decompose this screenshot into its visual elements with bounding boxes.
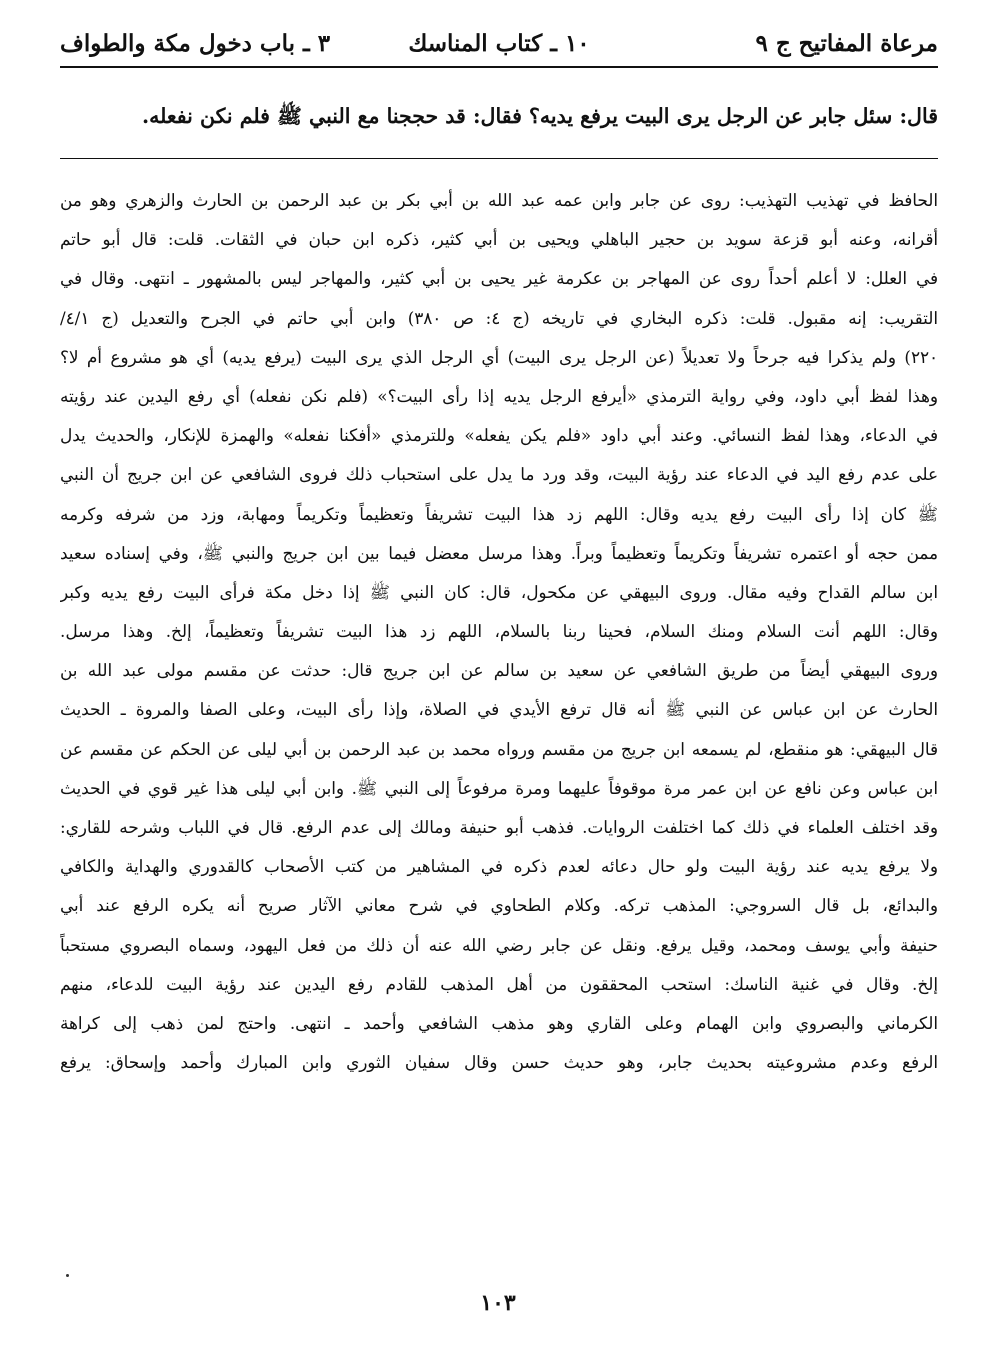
- commentary-line: ابن عباس وعن نافع عن ابن عمر مرة موقوفاً عليهما ومرة مرفوعاً إلى النبي ﷺ. وابن أبي ليلى هذا غير قوي في الحديث: [60, 777, 938, 798]
- header-book-section: ١٠ ـ كتاب المناسك: [408, 30, 590, 57]
- commentary-line: إلخ. وقال في غنية الناسك: استحب المحققون من أهل المذهب للقادم رفع اليدين عند رؤية البيت للدعاء، منهم: [60, 973, 938, 994]
- commentary-line: حنيفة وأبي يوسف ومحمد، وقيل يرفع. ونقل عن جابر رضي الله عنه أن ذلك من فعل اليهود، وسماه البصروي مستحباً: [60, 934, 938, 955]
- commentary-line: والبدائع، بل قال السروجي: المذهب تركه. وكلام الطحاوي في شرح معاني الآثار صريح أنه يكره الرفع عند أبي: [60, 895, 938, 916]
- commentary-line: التقريب: إنه مقبول. قلت: ذكره البخاري في تاريخه (ج ٤: ص ٣٨٠) وابن أبي حاتم في الجرح والتعديل (ج ٤/١/: [60, 307, 938, 328]
- header-book-title: مرعاة المفاتيح ج ٩: [755, 30, 938, 57]
- page-number: ١٠٣: [480, 1290, 516, 1316]
- commentary-line: الكرماني والبصروي وابن الهمام وعلى القاري وهو مذهب الشافعي وأحمد ـ انتهى. واحتج لمن ذهب إلى كراهة: [60, 1012, 938, 1033]
- commentary-line: على عدم رفع اليد في الدعاء عند رؤية البيت، وقد ورد ما يدل على استحباب ذلك فروى الشافعي عن ابن جريج أن النبي: [60, 464, 938, 485]
- commentary-body: [60, 181, 938, 1082]
- commentary-line: أقرانه، وعنه أبو قزعة سويد بن حجير الباهلي ويحيى بن أبي كثير، ذكره ابن حبان في الثقات. قلت: قال أبو حاتم: [60, 229, 938, 250]
- print-speck: [66, 1274, 69, 1277]
- commentary-line: ممن حجه أو اعتمره تشريفاً وتكريماً وتعظيماً وبراً. وهذا مرسل معضل فيما بين ابن جريج والنبي ﷺ، وفي إسناده سعيد: [60, 542, 938, 563]
- commentary-line: وروى البيهقي أيضاً من طريق الشافعي عن سعيد بن سالم عن ابن جريج قال: حدثت عن مقسم مولى عبد الله بن: [60, 660, 938, 681]
- commentary-line: قال البيهقي: هو منقطع، لم يسمعه ابن جريج من مقسم ورواه محمد بن عبد الرحمن بن أبي ليلى عن الحكم عن مقسم عن: [60, 738, 938, 759]
- commentary-line: الرفع وعدم مشروعيته بحديث جابر، وهو حديث حسن وقال سفيان الثوري وابن المبارك وأحمد وإسحاق: يرفع: [60, 1052, 938, 1073]
- section-divider: [60, 158, 938, 159]
- commentary-line: وهذا لفظ أبي داود، وفي رواية الترمذي «أيرفع الرجل يديه إذا رأى البيت؟» (فلم نكن نفعله) أي رفع اليدين عند رؤيته: [60, 385, 938, 406]
- commentary-line: وقد اختلف العلماء في ذلك كما اختلفت الروايات. فذهب أبو حنيفة ومالك إلى عدم الرفع. قال في اللباب وشرحه للقاري:: [60, 817, 938, 837]
- running-header: [60, 22, 938, 68]
- hadith-text: قال: سئل جابر عن الرجل يرى البيت يرفع يديه؟ فقال: قد حججنا مع النبي ﷺ فلم نكن نفعله.: [141, 104, 938, 128]
- commentary-line: الحافظ في تهذيب التهذيب: روى عن جابر وابن عمه عبد الله بن أبي بكر بن عبد الرحمن بن الحارث والزهري وهو من: [60, 190, 938, 210]
- commentary-line: ﷺ كان إذا رأى البيت رفع يديه وقال: اللهم زد هذا البيت تشريفاً وتعظيماً وتكريماً ومهابة، وزد من شرفه وكرمه: [60, 503, 938, 524]
- commentary-line: في العلل: لا أعلم أحداً روى عن المهاجر بن عكرمة غير يحيى بن أبي كثير، والمهاجر ليس بالمشهور ـ انتهى. وقال في: [60, 268, 938, 289]
- commentary-line: الحارث عن ابن عباس عن النبي ﷺ أنه قال ترفع الأيدي في الصلاة، وإذا رأى البيت، وعلى الصفا والمروة ـ الحديث: [60, 699, 938, 720]
- header-chapter-title: ٣ ـ باب دخول مكة والطواف: [60, 30, 331, 57]
- commentary-line: في الدعاء، وهذا لفظ النسائي. وعند أبي داود «فلم يكن يفعله» وللترمذي «أفكنا نفعله» والهمزة للإنكار، والحديث يدل: [60, 425, 938, 446]
- commentary-line: ٢٢٠) ولم يذكرا فيه جرحاً ولا تعديلاً (عن الرجل يرى البيت) أي الرجل الذي يرى البيت (يرفع يديه) أي هو مشروع أم لا؟: [60, 346, 938, 367]
- commentary-line: ابن سالم القداح وفيه مقال. وروى البيهقي عن مكحول، قال: كان النبي ﷺ إذا دخل مكة فرأى البيت رفع يديه وكبر: [60, 581, 938, 602]
- commentary-line: وقال: اللهم أنت السلام ومنك السلام، فحينا ربنا بالسلام، اللهم زد هذا البيت تشريفاً وتعظيماً، إلخ. وهذا مرسل.: [60, 621, 938, 642]
- commentary-line: ولا يرفع يديه عند رؤية البيت ولو حال دعائه لعدم ذكره في المشاهير من كتب الأصحاب كالقدوري والهداية والكافي: [60, 856, 938, 877]
